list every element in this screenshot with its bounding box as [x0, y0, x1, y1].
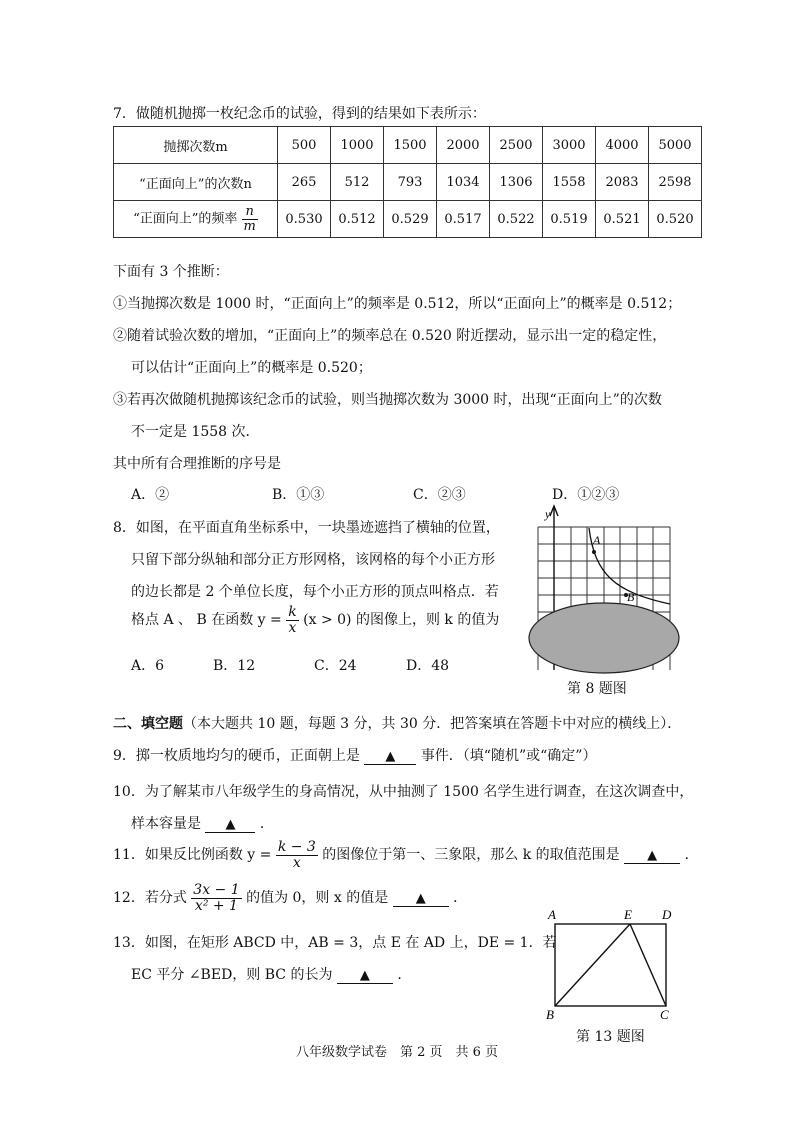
q13-end: ．	[397, 967, 412, 983]
q7-option-b: B．①③	[272, 487, 325, 503]
q8-option-b: B．12	[213, 658, 256, 674]
y-axis-label: y	[545, 507, 551, 521]
table-cell: 2000	[437, 127, 490, 164]
fraction-numerator: k − 3	[277, 839, 316, 855]
q9	[113, 745, 596, 765]
q11-end: ．	[684, 847, 699, 864]
answer-blank: ▲	[364, 749, 416, 765]
answer-blank: ▲	[393, 891, 449, 907]
q12-end: ．	[453, 890, 468, 907]
q8-line-4	[131, 605, 499, 635]
segment-be	[555, 924, 630, 1006]
q8-line-4-pre: 格点 A 、 B 在函数 y =	[131, 612, 282, 629]
fraction-denominator: x	[288, 619, 297, 636]
table-cell: 2598	[649, 164, 702, 201]
fraction-denominator: m	[243, 218, 256, 234]
row-label-freq	[114, 201, 278, 238]
q13-line-1: 13．如图，在矩形 ABCD 中，AB = 3，点 E 在 AD 上，DE = 1．若	[113, 935, 557, 951]
q13-caption: 第 13 题图	[576, 1029, 645, 1045]
q11-pre: 11．如果反比例函数 y =	[113, 847, 272, 864]
q7-inference-3a: ③若再次做随机抛掷该纪念币的试验，则当抛掷次数为 3000 时，出现“正面向上”的次数	[113, 392, 662, 408]
q7-stem: 7．做随机抛掷一枚纪念币的试验，得到的结果如下表所示：	[113, 106, 486, 122]
q7-inference-2a: ②随着试验次数的增加，“正面向上”的频率总在 0.520 附近摆动，显示出一定的稳定性，	[113, 328, 667, 344]
label-b: B	[546, 1007, 554, 1020]
q7-inference-2b: 可以估计“正面向上”的概率是 0.520；	[131, 360, 372, 376]
answer-blank: ▲	[337, 968, 393, 984]
q7-option-d: D．①②③	[552, 487, 620, 503]
q8-line-3: 的边长都是 2 个单位长度，每个小正方形的顶点叫格点．若	[131, 584, 499, 600]
table-cell: 0.512	[331, 201, 384, 238]
table-cell: 1500	[384, 127, 437, 164]
table-cell: 512	[331, 164, 384, 201]
q13-figure	[540, 905, 680, 1020]
q7-inference-3b: 不一定是 1558 次．	[131, 424, 260, 440]
label-a: A	[548, 907, 556, 922]
q13-prompt: EC 平分 ∠BED，则 BC 的长为	[131, 967, 333, 983]
q7-option-c: C．②③	[413, 487, 466, 503]
freq-fraction	[242, 205, 258, 233]
q12	[113, 883, 467, 913]
q10-end: ．	[259, 816, 274, 832]
row-label-m: 抛掷次数m	[114, 127, 278, 164]
table-row	[114, 127, 702, 164]
q8-option-a: A．6	[131, 658, 165, 674]
table-row	[114, 164, 702, 201]
table-cell: 5000	[649, 127, 702, 164]
row-label-n: “正面向上”的次数n	[114, 164, 278, 201]
fraction-numerator: k	[288, 604, 297, 620]
q13-line-2	[131, 964, 411, 984]
q8-caption: 第 8 题图	[567, 681, 627, 697]
answer-blank: ▲	[205, 817, 255, 833]
k-over-x-fraction	[286, 605, 298, 635]
section-2-heading	[113, 713, 681, 733]
q7-inference-1: ①当抛掷次数是 1000 时，“正面向上”的频率是 0.512，所以“正面向上”的概率是 0.512；	[113, 296, 682, 312]
q9-post: 事件．（填“随机”或“确定”）	[420, 748, 597, 764]
q9-pre: 9．掷一枚质地均匀的硬币，正面朝上是	[113, 748, 360, 764]
fraction-denominator: x	[292, 854, 301, 871]
label-d: D	[662, 907, 672, 922]
q7-ask: 其中所有合理推断的序号是	[113, 456, 281, 472]
section-2-desc: （本大题共 10 题，每题 3 分，共 30 分．把答案填在答题卡中对应的横线上）．	[183, 716, 682, 732]
table-cell: 0.530	[278, 201, 331, 238]
table-cell: 1558	[543, 164, 596, 201]
q11-post: 的图像位于第一、三象限，那么 k 的取值范围是	[322, 847, 620, 864]
table-cell: 0.521	[596, 201, 649, 238]
q8-figure	[525, 500, 685, 680]
q12-fraction	[191, 883, 241, 913]
q10-line-1: 10．为了解某市八年级学生的身高情况，从中抽测了 1500 名学生进行调查，在这次调查中，	[113, 784, 694, 800]
fraction-numerator: n	[242, 205, 258, 220]
table-cell: 0.520	[649, 201, 702, 238]
q12-pre: 12．若分式	[113, 890, 187, 907]
table-cell: 1306	[490, 164, 543, 201]
table-cell: 0.517	[437, 201, 490, 238]
q11-fraction	[276, 840, 318, 870]
q12-post: 的值为 0，则 x 的值是	[246, 890, 389, 907]
q10-prompt: 样本容量是	[131, 816, 201, 832]
table-row	[114, 201, 702, 238]
point-a	[592, 550, 596, 554]
q8-option-d: D．48	[406, 658, 450, 674]
section-2-title: 二、填空题	[113, 716, 183, 732]
table-cell: 3000	[543, 127, 596, 164]
table-cell: 2500	[490, 127, 543, 164]
label-e: E	[624, 907, 632, 922]
rectangle-abcd	[555, 924, 666, 1006]
label-a: A	[593, 533, 601, 547]
q7-table	[113, 126, 702, 238]
table-cell: 1034	[437, 164, 490, 201]
ink-blot	[529, 603, 679, 673]
q8-option-c: C．24	[314, 658, 357, 674]
table-cell: 1000	[331, 127, 384, 164]
table-cell: 0.519	[543, 201, 596, 238]
q10-line-2	[131, 813, 274, 833]
table-cell: 793	[384, 164, 437, 201]
segment-ec	[630, 924, 666, 1006]
fraction-numerator: 3x − 1	[193, 882, 240, 898]
table-cell: 0.529	[384, 201, 437, 238]
label-c: C	[660, 1007, 669, 1020]
q11	[113, 840, 699, 870]
q8-line-2: 只留下部分纵轴和部分正方形网格，该网格的每个小正方形	[131, 552, 495, 568]
table-cell: 0.522	[490, 201, 543, 238]
table-cell: 4000	[596, 127, 649, 164]
fraction-denominator: x² + 1	[194, 897, 238, 914]
table-cell: 500	[278, 127, 331, 164]
q7-intro: 下面有 3 个推断：	[113, 264, 229, 280]
table-cell: 265	[278, 164, 331, 201]
row-label-freq-text: “正面向上”的频率	[133, 211, 238, 227]
table-cell: 2083	[596, 164, 649, 201]
label-b: B	[627, 590, 635, 604]
q7-option-a: A．②	[131, 487, 170, 503]
q8-line-4-post: (x > 0) 的图像上，则 k 的值为	[303, 612, 500, 629]
q8-line-1: 8．如图，在平面直角坐标系中，一块墨迹遮挡了横轴的位置，	[113, 520, 500, 536]
answer-blank: ▲	[624, 848, 680, 864]
page-footer: 八年级数学试卷 第 2 页 共 6 页	[296, 1045, 499, 1060]
